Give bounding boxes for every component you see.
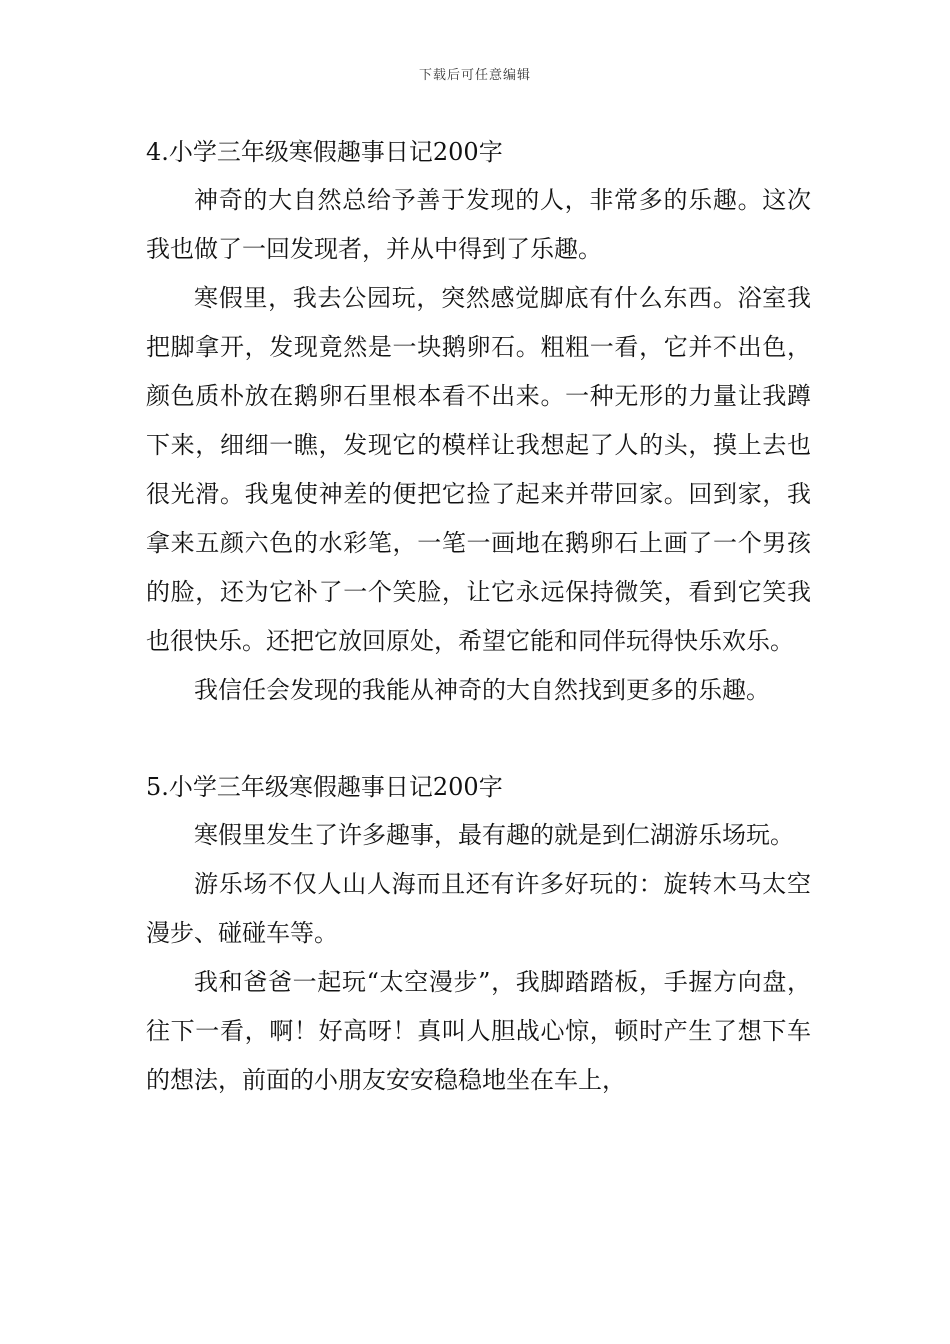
section-spacer: [146, 715, 811, 763]
diary-section-4: [146, 128, 811, 715]
document-body: [146, 128, 811, 1105]
paragraph: 我和爸爸一起玩“太空漫步”，我脚踏踏板，手握方向盘，往下一看，啊！好高呀！真叫人胆战心惊，顿时产生了想下车的想法，前面的小朋友安安稳稳地坐在车上，: [146, 968, 811, 1094]
diary-section-5: [146, 763, 811, 1105]
section-title: 4.小学三年级寒假趣事日记200字: [146, 138, 503, 166]
paragraph: 寒假里，我去公园玩，突然感觉脚底有什么东西。浴室我把脚拿开，发现竟然是一块鹅卵石。粗粗一看，它并不出色，颜色质朴放在鹅卵石里根本看不出来。一种无形的力量让我蹲下来，细细一瞧，发现它的模样让我想起了人的头，摸上去也很光滑。我鬼使神差的便把它捡了起来并带回家。回到家，我拿来五颜六色的水彩笔，一笔一画地在鹅卵石上画了一个男孩的脸，还为它补了一个笑脸，让它永远保持微笑，看到它笑我也很快乐。还把它放回原处，希望它能和同伴玩得快乐欢乐。: [146, 284, 811, 655]
paragraph: 我信任会发现的我能从神奇的大自然找到更多的乐趣。: [194, 676, 770, 704]
paragraph: 寒假里发生了许多趣事，最有趣的就是到仁湖游乐场玩。: [194, 821, 794, 849]
header-note: 下载后可任意编辑: [418, 68, 531, 83]
paragraph: 神奇的大自然总给予善于发现的人，非常多的乐趣。这次我也做了一回发现者，并从中得到了乐趣。: [146, 186, 811, 263]
section-title: 5.小学三年级寒假趣事日记200字: [146, 773, 503, 801]
paragraph: 游乐场不仅人山人海而且还有许多好玩的：旋转木马太空漫步、碰碰车等。: [146, 870, 811, 947]
